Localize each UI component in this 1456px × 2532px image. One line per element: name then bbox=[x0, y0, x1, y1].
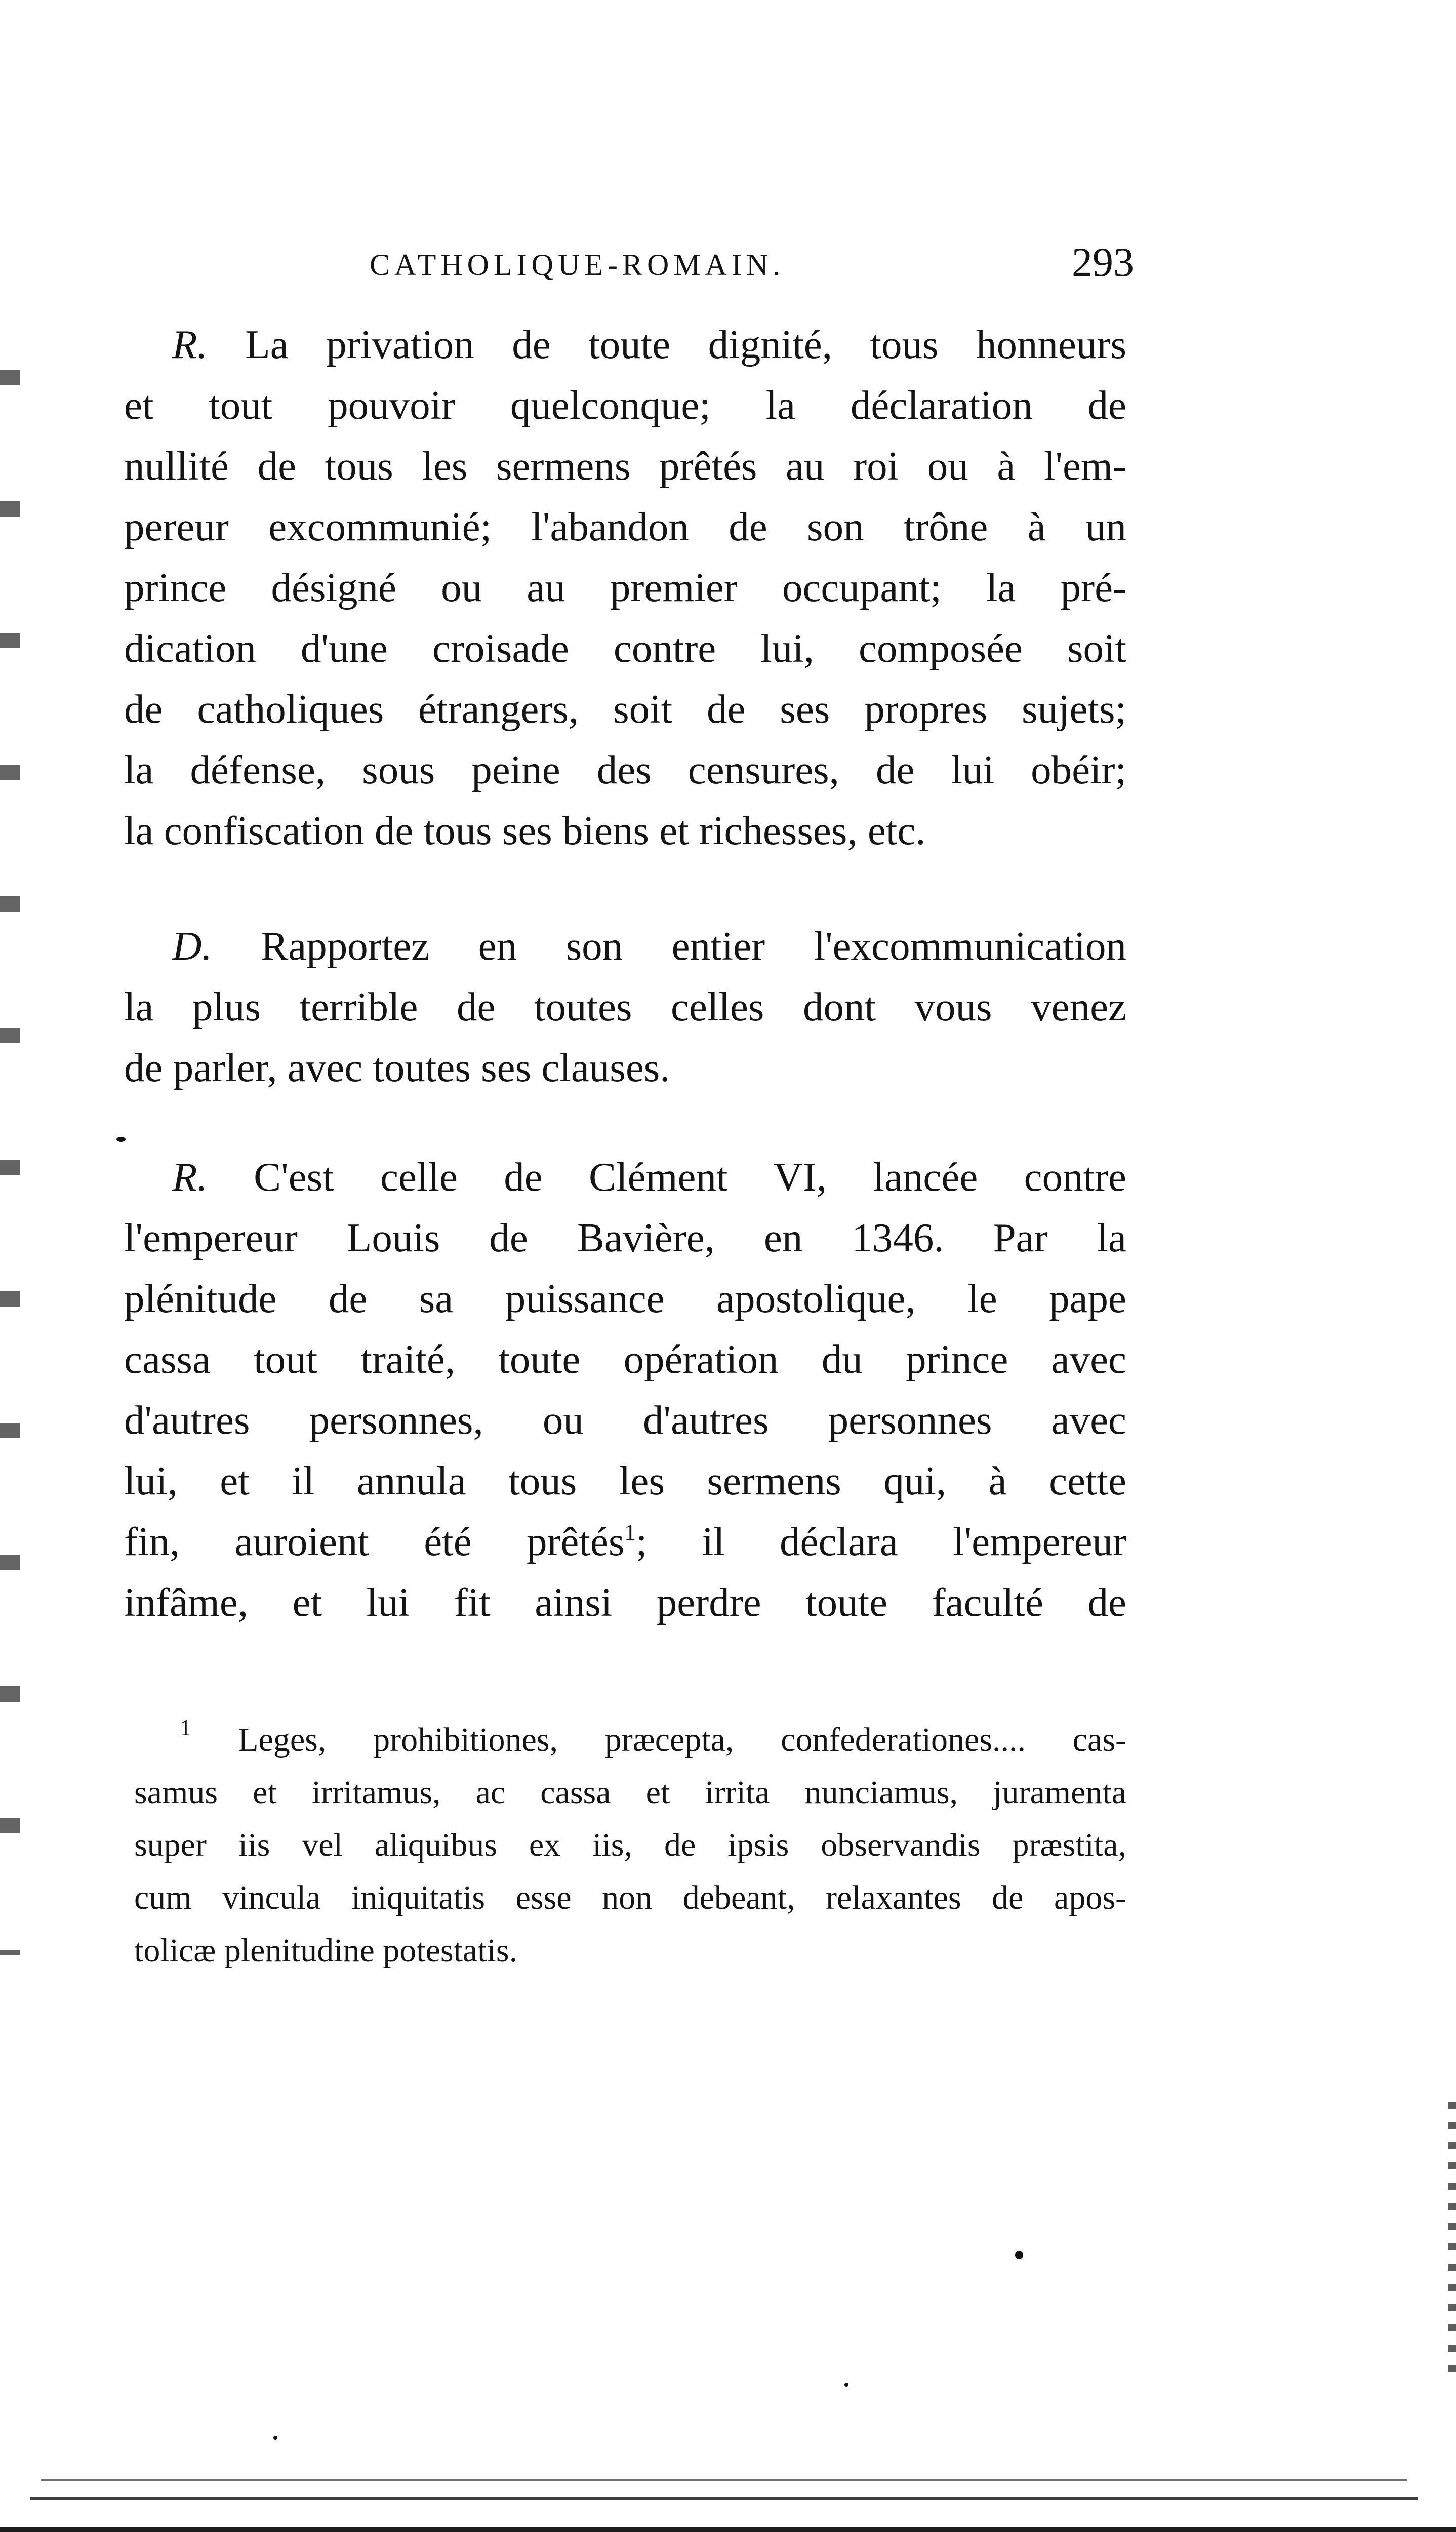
page-number: 293 bbox=[1072, 239, 1134, 285]
text-line: dication d'une croisade contre lui, composée soit bbox=[124, 625, 1126, 671]
speaker-label: D. bbox=[172, 923, 212, 969]
text-line: R. C'est celle de Clément VI, lancée contre bbox=[172, 1154, 1126, 1200]
footnote-marker: 1 bbox=[180, 1715, 191, 1740]
text-line: de parler, avec toutes ses clauses. bbox=[124, 1045, 670, 1090]
footnote-line: samus et irritamus, ac cassa et irrita nunciamus, juramenta bbox=[134, 1774, 1126, 1811]
scan-edge-left bbox=[0, 284, 20, 1955]
speaker-label: R. bbox=[172, 1154, 208, 1200]
text-line: la confiscation de tous ses biens et richesses, etc. bbox=[124, 808, 926, 853]
running-title: CATHOLIQUE-ROMAIN. bbox=[370, 248, 785, 282]
text-line: de catholiques étrangers, soit de ses propres sujets; bbox=[124, 686, 1126, 732]
ink-speck bbox=[116, 1137, 126, 1142]
text-line: pereur excommunié; l'abandon de son trône à un bbox=[124, 504, 1126, 549]
text-line: lui, et il annula tous les sermens qui, à cette bbox=[124, 1458, 1126, 1504]
ink-speck bbox=[273, 2436, 277, 2440]
text-line: R. La privation de toute dignité, tous honneurs bbox=[172, 322, 1126, 367]
scan-rule bbox=[41, 2479, 1407, 2481]
text-line: cassa tout traité, toute opération du prince avec bbox=[124, 1336, 1126, 1382]
speaker-label: R. bbox=[172, 322, 208, 367]
ink-speck bbox=[844, 2383, 848, 2387]
footnote-line: tolicæ plenitudine potestatis. bbox=[134, 1932, 518, 1969]
footnote-reference: 1 bbox=[624, 1520, 636, 1545]
footnote-line: cum vincula iniquitatis esse non debeant, relaxantes de apos- bbox=[134, 1879, 1126, 1916]
footnote-line: super iis vel aliquibus ex iis, de ipsis observandis præstita, bbox=[134, 1827, 1126, 1864]
text-line: d'autres personnes, ou d'autres personnes avec bbox=[124, 1397, 1126, 1443]
scan-bottom-border bbox=[0, 2527, 1456, 2532]
text-line: la défense, sous peine des censures, de lui obéir; bbox=[124, 747, 1126, 793]
text-line: et tout pouvoir quelconque; la déclaration de bbox=[124, 382, 1126, 428]
ink-speck bbox=[1015, 2251, 1023, 2259]
text-line: plénitude de sa puissance apostolique, le pape bbox=[124, 1276, 1126, 1321]
text-line: infâme, et lui fit ainsi perdre toute faculté de bbox=[124, 1579, 1126, 1625]
text-line: nullité de tous les sermens prêtés au roi ou à l'em- bbox=[124, 443, 1126, 489]
text-line: la plus terrible de toutes celles dont vous venez bbox=[124, 984, 1126, 1030]
text-line: D. Rapportez en son entier l'excommunication bbox=[172, 923, 1126, 969]
text-line: fin, auroient été prêtés$^1$; il déclara l'empereur bbox=[124, 1519, 1126, 1564]
footnote-line: $^1$ Leges, prohibitiones, præcepta, confederationes.... cas- bbox=[180, 1715, 1126, 1758]
text-line: prince désigné ou au premier occupant; la pré- bbox=[124, 565, 1126, 610]
text-line: l'empereur Louis de Bavière, en 1346. Par la bbox=[124, 1215, 1126, 1260]
scan-rule bbox=[30, 2497, 1418, 2500]
scan-edge-right bbox=[1448, 2102, 1456, 2385]
